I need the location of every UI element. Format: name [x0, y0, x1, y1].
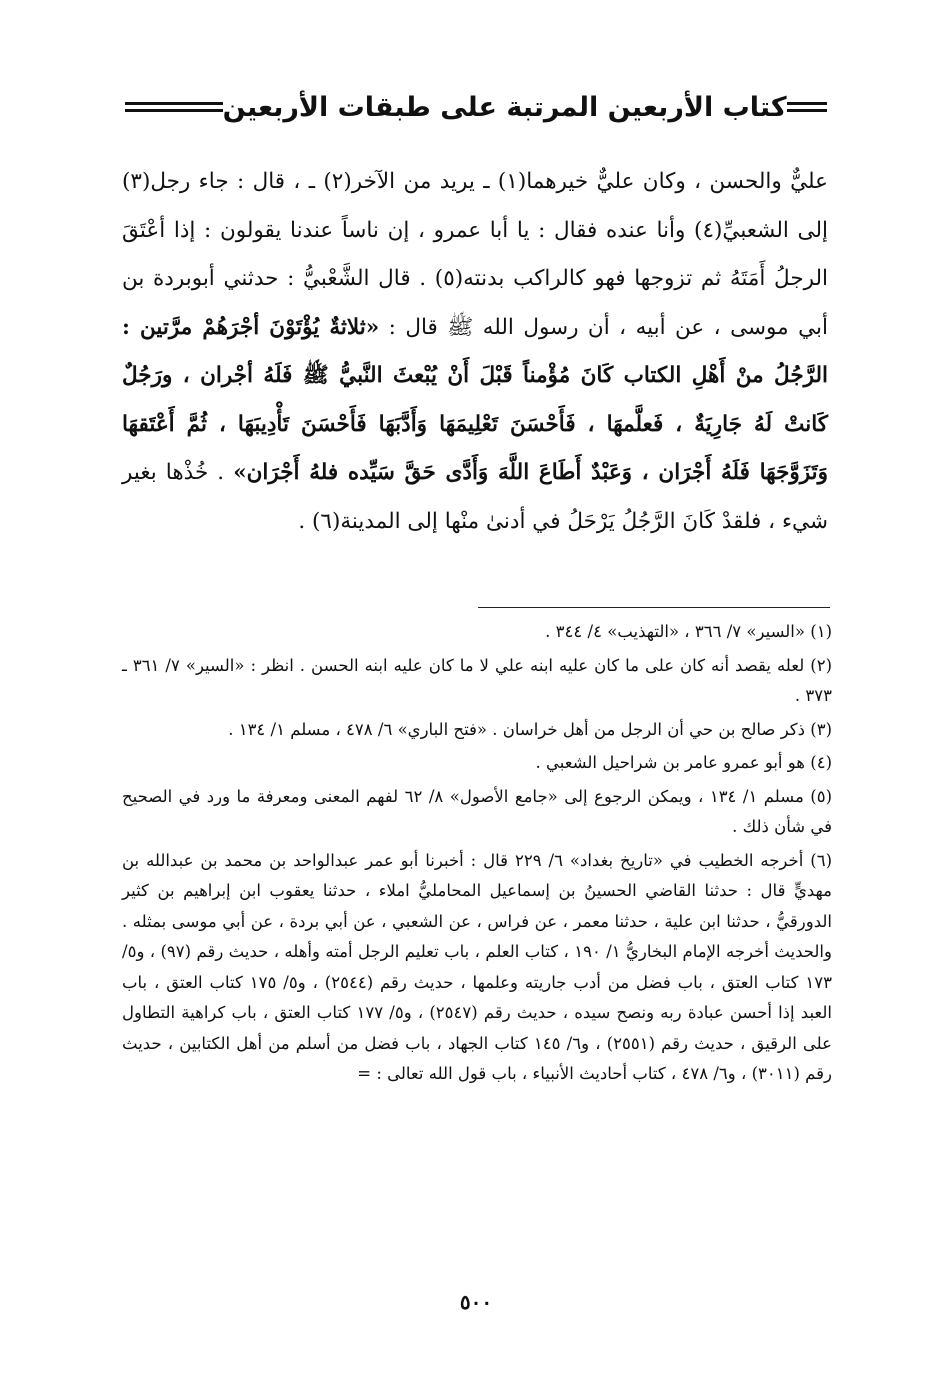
main-paragraph — [122, 158, 828, 546]
footnote — [122, 651, 832, 712]
running-header — [125, 82, 827, 132]
header-rule-right — [787, 102, 827, 112]
footnote — [122, 748, 832, 779]
footnote-number: (٢) — [810, 655, 832, 675]
footnote-number: (٤) — [810, 753, 832, 772]
footnote-number: (٣) — [810, 719, 832, 739]
footnote-text: هو أبو عمرو عامر بن شراحيل الشعبي . — [535, 753, 805, 772]
hadith-text: «ثلاثةٌ يُؤْتَوْنَ أجْرَهُمْ مرَّتين : الرَّجُلُ منْ أَهْلِ الكتاب كَانَ مُؤْمناً قَبْلَ أَنْ يُبْعثَ النَّبيُّ ﷺ فَلَهُ أجْران ، ورَجُلٌ كَانتْ لَهُ جَارِيَةٌ ، فَعلَّمهَا ، فَأَحْسَنَ تَعْلِيمَهَا وَأَدَّبَهَا فَأَحْسَنَ تَأْدِيبَهَا ، ثُمَّ أَعْتَقهَا وَتَزَوَّجَهَا فَلَهُ أَجْرَان ، وَعَبْدٌ أَطَاعَ اللَّهَ وَأَدَّى حَقَّ سَيِّده فلهُ أَجْرَان» — [122, 314, 828, 485]
page-number: ٥٠٠ — [459, 1290, 493, 1314]
header-rule-line — [787, 102, 827, 105]
footnote-number: (١) — [810, 622, 832, 641]
main-text — [122, 158, 828, 546]
footnote-text: ذكر صالح بن حي أن الرجل من أهل خراسان . «فتح الباري» ٦/ ٤٧٨ ، مسلم ١/ ١٣٤ . — [228, 719, 805, 739]
footnote — [122, 617, 832, 648]
book-title: كتاب الأربعين المرتبة على طبقات الأربعين — [222, 91, 787, 123]
footnote-number: (٦) — [810, 850, 833, 870]
footnotes — [122, 617, 832, 1093]
header-rule-line — [787, 109, 827, 112]
footnote-text: «السير» ٧/ ٣٦٦ ، «التهذيب» ٤/ ٣٤٤ . — [545, 622, 805, 641]
footnote — [122, 782, 832, 843]
footnote-text: لعله يقصد أنه كان على ما كان عليه ابنه علي لا ما كان عليه ابنه الحسن . انظر : «السير» ٧/ ٣٦١ ـ ٣٧٣ . — [122, 655, 832, 705]
footnote — [122, 846, 832, 1090]
narration-ending: . خُذْها بغير شيء ، فلقدْ كَانَ الرَّجُلُ يَرْحَلُ في أدنىٰ منْها إلى المدينة(٦) . — [122, 460, 828, 534]
footnote-text: مسلم ١/ ١٣٤ ، ويمكن الرجوع إلى «جامع الأصول» ٨/ ٦٢ لفهم المعنى ومعرفة ما ورد في الصحيح في شأن ذلك . — [122, 786, 832, 836]
header-rule-left — [125, 102, 223, 112]
narration-text: عليٌّ والحسن ، وكان عليٌّ خيرهما(١) ـ يريد من الآخر(٢) ـ ، قال : جاء رجل(٣) إلى الشعبيِّ(٤) وأنا عنده فقال : يا أبا عمرو ، إن ناساً عندنا يقولون : إذا أعْتَقَ الرجلُ أَمَتَهُ ثم تزوجها فهو كالراكب بدنته(٥) . قال الشَّعْبيُّ : حدثني أبوبردة بن أبي موسى ، عن أبيه ، أن رسول الله ﷺ قال : — [122, 169, 828, 340]
footnote — [122, 715, 832, 746]
header-rule-line — [125, 109, 223, 112]
footnote-number: (٥) — [810, 786, 833, 806]
header-rule-line — [125, 102, 223, 105]
footnote-divider — [478, 607, 830, 608]
footnote-text: أخرجه الخطيب في «تاريخ بغداد» ٦/ ٢٢٩ قال : أخبرنا أبو عمر عبدالواحد بن محمد بن عبدالله بن مهديٍّ قال : حدثنا القاضي الحسينُ بن إسماعيل المحامليُّ املاء ، حدثنا يعقوب ابن إبراهيم بن كثير الدورقيُّ ، حدثنا ابن علية ، حدثنا معمر ، عن فراس ، عن الشعبي ، عن أبي بردة ، عن أبي موسى بمثله . والحديث أخرجه الإمام البخاريُّ ١/ ١٩٠ ، كتاب العلم ، باب تعليم الرجل أمته وأهله ، حديث رقم (٩٧) ، و٥/ ١٧٣ كتاب العتق ، باب فضل من أدب جاريته وعلمها ، حديث رقم (٢٥٤٤) ، و٥/ ١٧٥ كتاب العتق ، باب العبد إذا أحسن عبادة ربه ونصح سيده ، حديث رقم (٢٥٤٧) ، و٥/ ١٧٧ كتاب العتق ، باب كراهية التطاول على الرقيق ، حديث رقم (٢٥٥١) ، و٦/ ١٤٥ كتاب الجهاد ، باب فضل من أسلم من أهل الكتابين ، حديث رقم (٣٠١١) ، و٦/ ٤٧٨ ، كتاب أحاديث الأنبياء ، باب قول الله تعالى : = — [122, 850, 832, 1083]
